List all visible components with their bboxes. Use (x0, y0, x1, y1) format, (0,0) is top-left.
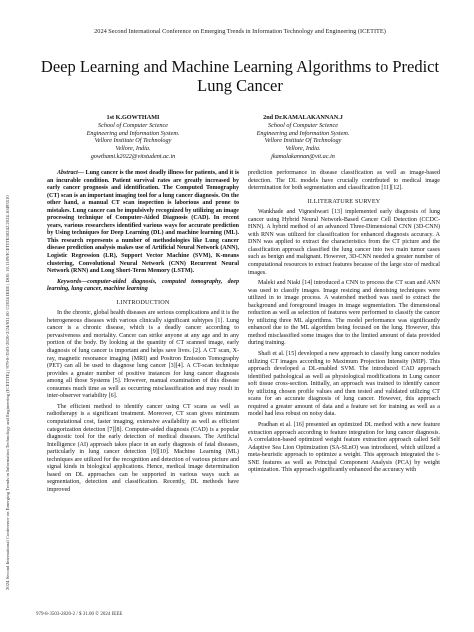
author-city: Vellore, India. (285, 145, 321, 153)
author-email: gowthami.k2022@vitstudent.ac.in (90, 152, 176, 160)
intro-paragraph: In the chronic, global health diseases are serious complications and it is the heterogeneous diseases with various clinically significant subtypes [1]. Lung cancer is a chronic disease, which is a deadly cancer according to pervasiveness and mortality. Cancer can strike anyone at any age and in any portion of the body. By looking at the quantity of CT scanned image, early diagnosis of lung cancer is important and helps save lives. [2]. A CT scan, X-ray, magnetic resonance imaging (MRI) and Positron Emission Tomography (PET) can all be used to diagnose lung cancer [3][4]. A CT-scan technique provides a greater number of positive instances for lung cancer diagnosis among all those Systems [5]. However, manual examination of this disease consumes much time as well as occurring misclassification and may result in inter-observer variability [6]. (47, 310, 239, 400)
footer-copyright: 979-8-3503-2820-2 / $ 31.00 © 2024 IEEE (36, 612, 123, 617)
side-citation-strip (4, 30, 14, 590)
section-heading-literature-survey: II.LITERATURE SURVEY (307, 197, 381, 205)
abstract-text: Lung cancer is the most deadly illness for patients, and it is an incurable condition. Patient survival rates are greatly increased by early cancer prognosis and identification. The Computed Tomography (CT) scan is an important imaging tool for a lung cancer diagnosis. On the other hand, a manual CT scan inspection is laborious and prone to mistakes. Lung cancer can be impulsively recognized by utilizing an image processing technique of Computer-Aided Diagnosis (CAD). In recent years, various researchers identified various ways for accurate prediction by Using techniques for Deep Learning (DL) and machine learning (ML). This research represents a number of methodologies like Lung cancer disease prediction analysis makes use of Artificial Neural Network (ANN), Logistic Regression (LR), Support Vector Machine (SVM), K-means clustering, Convolutional Neural Network (CNN) Recurrent Neural Network (RNN) and Long Short-Term Memory (LSTM). (47, 170, 239, 275)
author-block-2 (228, 114, 378, 161)
body-paragraph: Wankhade and Vigneshwari [13] implemented early diagnosis of lung cancer using Hybrid Neural Network-Based Cancer Cell Detection (CCDC-HNN). A hybrid method of an advanced Three-Dimensional CNN (3D-CNN) with RNN was utilized for classification for enhanced diagnosis accuracy. A DNN was applied to extract the characteristics from the CT picture and the classification approach classified the lung cancer into two main tumor cases such as benign and malignant. However, 3D-CNN needed a greater number of computational resources to extract features because of the large size of medical images. (248, 209, 440, 276)
conference-header: 2024 Second International Conference on Emerging Trends in Information Technology and Engineering (ICETITE) (94, 28, 386, 35)
author-institution: Vellore Institute Of Technology (264, 137, 342, 145)
left-column (47, 170, 239, 497)
author-city: Vellore, India. (115, 145, 151, 153)
body-paragraph: Shafi et al. [15] developed a new approach to classify lung cancer nodules utilizing CT images according to Maximum Projection Intensity (MIP). This approach developed a DL-enabled SVM. The introduced CAD approach identified pathological as well as physiological modifications in Lung cancer soft tissue cross-section. Initially, an approach was trained to identify cancer by utilizing chosen profile values and then tested and validated utilizing CT scans for an accurate diagnosis of lung cancer. However, this approach required a greater amount of data and a feature set for training as well as a model had less robust on noisy data. (248, 351, 440, 418)
author-dept: Engineering and Information System. (256, 129, 350, 137)
body-paragraph: prediction performance in disease classification as well as image-based detection. The DL models have crucially contributed to medical image determination for both segmentation and classification [11][12]. (248, 170, 440, 192)
author-school: School of Computer Science (268, 121, 338, 129)
author-institution: Vellore Institute Of Technology (94, 137, 172, 145)
section-heading-introduction: I.INTRODUCTION (116, 298, 170, 306)
keywords: Keywords—computer-aided diagnosis, computed tomography, deep learning, lung cancer, machine learning (47, 278, 239, 293)
body-paragraph: Pradhan et al. [16] presented an optimized DL method with a new feature extraction approach according to feature integration for lung cancer diagnosis. A correlation-based optimized weight feature extraction approach called Self Adaptive Sea Lion Optimization (SA-SLnO) was introduced, which utilized a meta-heuristic approach to optimize a weight. This approach integrated the t-SNE features as well as Principal Component Analysis (PCA) by weight optimization. This approach significantly enhanced the accuracy with (248, 421, 440, 474)
author-name: 1st K.GOWTHAMI (106, 114, 160, 121)
right-column (248, 170, 440, 478)
author-name: 2nd Dr.KAMALAKANNAN.J (263, 114, 343, 121)
side-citation-text: 2024 Second International Conference on Emerging Trends in Information Technology and Engineering (ICETITE) | 979-8-3503-2820-2/24/$31.00 ©2024 IEEE | DOI: 10.1109/ICETITE58242.2024.10493510 (5, 195, 10, 590)
intro-paragraph: The efficient method to identify cancer using CT scans as well as radiotherapy is a significant treatment. Moreover, CT scan gives minimum computational cost, faster imaging, extensive availability as well as efficient categorization detection [7][8]. Computer-aided diagnosis (CAD) is a popular diagnostic tool for the early detection of medical diseases. The Artificial Intelligence (AI) approach takes place in an early diagnosis of fatal diseases, particularly in lung cancer detection [9][10]. Machine Learning (ML) techniques are utilized for the recognition and detection of various picture and signal kinds in biological applications. Hence, medical image determination based on DL approaches can be supported in various ways such as segmentation, detection and classification. Recently, DL methods have improved (47, 403, 239, 493)
abstract (47, 170, 239, 276)
body-paragraph: Maleki and Niaki [14] introduced a CNN to process the CT scan and ANN was used to classify images. Image resizing and denoising techniques were utilized in to image process. A watershed method was used to extract the background and foreground images in image segmentation. The dimensional reduction as well as selection of features were performed to classify the cancer by utilizing three ML algorithms. The model performance was significantly enhanced due to the ML algorithm being focused on the lung. However, this method misclassified some images due to the limited amount of data provided during training. (248, 280, 440, 347)
author-block-1 (58, 114, 208, 161)
author-school: School of Computer Science (98, 121, 168, 129)
abstract-label: Abstract— (57, 170, 84, 176)
author-dept: Engineering and Information System. (86, 129, 180, 137)
paper-title: Deep Learning and Machine Learning Algorithms to Predict Lung Cancer (40, 57, 440, 95)
author-email: jkamalakannan@vit.ac.in (271, 152, 335, 160)
